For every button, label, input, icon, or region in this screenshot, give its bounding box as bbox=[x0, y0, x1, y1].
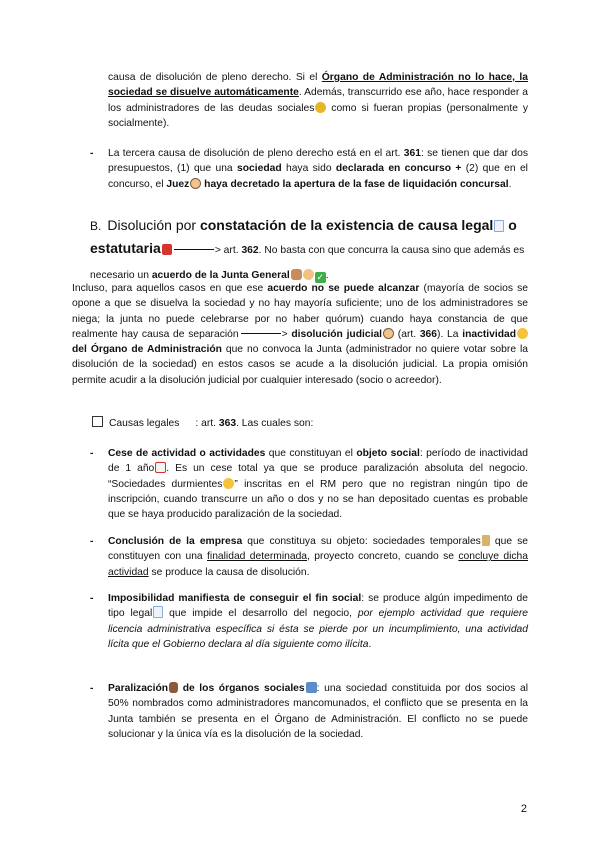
page-number: 2 bbox=[520, 803, 527, 815]
list-dash: - bbox=[90, 536, 94, 547]
paragraph-judicial: Incluso, para aquellos casos en que ese acuerdo no se puede alcanzar (mayoría de socios se opone a que se disuelva la sociedad y no hay mayoría suficiente; uno de los administradores se niega; la junta no puede celebrarse por no haber quórum) cuando haya constancia de que realmente hay causa de separación > disolución judicial (art. 366). La inactividad del Órgano de Administración que no convoca la Junta (administrador no quiere votar sobre la disolución de la sociedad) en estos casos se acude a la disolución judicial. La propia omisión permite acudir a la disolución judicial por cualquier interesado (socio o acreedor). bbox=[72, 283, 528, 386]
section-b: B. Disolución por constatación de la existencia de causa legal o estatutaria > art. 362. No basta con que concurra la causa sino que además es necesario un acuerdo de la Junta General ✓ . bbox=[90, 217, 525, 282]
list-item-imposibilidad: Imposibilidad manifiesta de conseguir el fin social: se produce algún impedimento de tipo legal que impide el desarrollo del negocio, por ejemplo actividad que requiere licencia administrativa específica si ésta se pierde por un incumplimiento, una actividad lícita que el Gobierno declara al día siguiente como ilícita. bbox=[108, 593, 528, 650]
hourglass-icon bbox=[482, 535, 490, 546]
sad-face-icon bbox=[517, 328, 528, 339]
list-item-paralizacion: Paralización de los órganos sociales : una sociedad constituida por dos socios al 50% nombrados como administradores mancomunados, el conflicto que se presenta en la Junta también se presenta en el Órgano de Administración. El conflicto no se puede solucionar y la única vía es la disolución de la sociedad. bbox=[108, 683, 528, 740]
paragraph-third-cause: La tercera causa de disolución de pleno derecho está en el art. 361: se tienen que dar dos presupuestos, (1) que una sociedad haya sido declarada en concurso + (2) que en el concurso, el Juez haya decretado la apertura de la fase de liquidación concursal. bbox=[108, 148, 528, 190]
calendar-icon bbox=[155, 462, 166, 473]
sleeping-face-icon bbox=[223, 478, 234, 489]
emphasis-organo: Órgano de Administración no lo hace, la sociedad se disuelve automáticamente bbox=[108, 72, 528, 99]
people-icon bbox=[291, 269, 302, 280]
red-book-icon bbox=[162, 244, 172, 255]
list-dash: - bbox=[90, 593, 94, 604]
money-bag-icon bbox=[315, 102, 326, 113]
list-item-conclusion: Conclusión de la empresa que constituya su objeto: sociedades temporales que se constituyen con una finalidad determinada, proyecto concreto, cuando se concluye dicha actividad se produce la causa de disolución. bbox=[108, 536, 529, 578]
judge-icon bbox=[383, 328, 394, 339]
handshake-icon bbox=[303, 269, 314, 280]
list-dash: - bbox=[90, 683, 94, 694]
raised-hand-icon bbox=[169, 682, 178, 693]
list-dash: - bbox=[90, 448, 94, 459]
arrow-line bbox=[174, 249, 214, 250]
check-mark-icon: ✓ bbox=[316, 272, 325, 282]
list-item-cese: Cese de actividad o actividades que constituyan el objeto social: período de inactividad de 1 año . Es un cese total ya que se produce paralización absoluta del negocio. “Sociedades durmientes ” inscritas en el RM pero que no registran ningún tipo de inscripción, cuando transcurre un año o dos y no se han depositado cuentas es probable que se haya producido paralización de la sociedad. bbox=[108, 448, 528, 521]
legal-causes-heading: Causas legales : art. 363. Las cuales son: bbox=[92, 416, 492, 431]
judge-icon bbox=[190, 178, 201, 189]
checkbox-icon bbox=[92, 416, 103, 427]
list-dash: - bbox=[90, 148, 94, 159]
document-icon bbox=[153, 606, 163, 618]
section-letter: B. bbox=[90, 219, 102, 233]
paragraph-continuation: causa de disolución de pleno derecho. Si el Órgano de Administración no lo hace, la sociedad se disuelve automáticamente. Además, transcurrido ese año, hace responder a los administradores de las deudas sociales como si fueran propias (personalmente y socialmente). bbox=[108, 72, 528, 129]
office-building-icon bbox=[306, 682, 317, 693]
arrow-line bbox=[241, 333, 281, 334]
document-icon bbox=[494, 220, 504, 232]
